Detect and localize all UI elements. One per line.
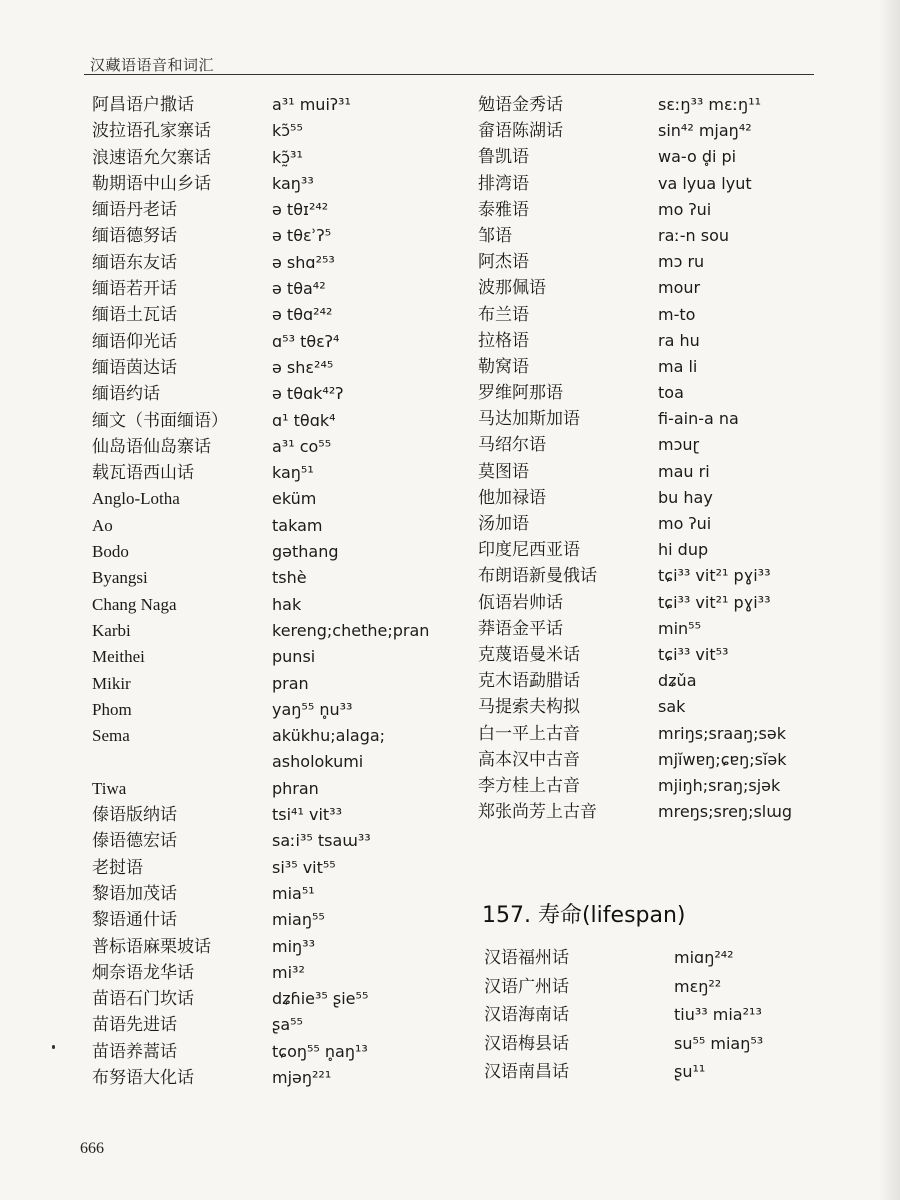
- list-item: [478, 92, 818, 118]
- language-name: 阿昌语户撒话: [92, 95, 194, 114]
- word-form: ʂu¹¹: [674, 1062, 706, 1081]
- word-form: yaŋ⁵⁵ n̥u³³: [272, 699, 353, 719]
- word-form: takam: [272, 515, 323, 535]
- list-item: [478, 537, 818, 563]
- list-item: [92, 408, 462, 434]
- word-form: fi-ain-a na: [658, 409, 739, 429]
- list-item: [478, 616, 818, 642]
- list-item: [478, 721, 818, 747]
- list-item: [92, 1039, 462, 1065]
- language-name: 傣语版纳话: [92, 805, 177, 825]
- word-form: mau ri: [658, 461, 710, 481]
- list-item: [92, 197, 462, 223]
- language-name: 克木语勐腊话: [478, 671, 580, 691]
- language-name: 邹语: [478, 225, 512, 245]
- list-item: [92, 907, 462, 933]
- word-form: miaŋ⁵⁵: [272, 910, 325, 930]
- list-item: [478, 590, 818, 616]
- list-item: [484, 1030, 814, 1059]
- language-name: 勉语金秀话: [478, 95, 563, 114]
- left-column: [92, 92, 462, 1091]
- word-form: a³¹ muiʔ³¹: [272, 95, 351, 114]
- word-form: ə tθɛʾʔ⁵: [272, 226, 332, 246]
- language-name: 炯奈语龙华话: [92, 962, 194, 982]
- word-form: punsi: [272, 647, 316, 667]
- word-form: mia⁵¹: [272, 883, 315, 903]
- list-item: [484, 973, 814, 1002]
- word-form: mriŋs;sraaŋ;sək: [658, 723, 786, 743]
- language-name: 黎语加茂话: [92, 883, 177, 903]
- language-name: 勒窝语: [478, 356, 529, 376]
- list-item: [478, 459, 818, 485]
- list-item: [478, 694, 818, 720]
- list-item: [92, 355, 462, 381]
- word-form: mi³²: [272, 962, 305, 982]
- word-form: sak: [658, 697, 686, 717]
- word-form: ʂa⁵⁵: [272, 1015, 303, 1035]
- list-item: [92, 145, 462, 171]
- language-name: 苗语石门坎话: [92, 989, 194, 1009]
- word-form: kaŋ⁵¹: [272, 463, 314, 483]
- language-name: 鲁凯语: [478, 147, 529, 167]
- word-form: kɔ̃⁵⁵: [272, 121, 303, 141]
- list-item: [478, 563, 818, 589]
- word-form: dʑǔa: [658, 671, 697, 691]
- language-name: 克蔑语曼米话: [478, 644, 580, 664]
- language-name: 莽语金平话: [478, 618, 563, 638]
- language-name: 仙岛语仙岛寨话: [92, 436, 211, 456]
- word-form: va lyua lyut: [658, 173, 752, 193]
- word-form: saːi³⁵ tsaɯ³³: [272, 831, 371, 851]
- list-item: [484, 944, 814, 973]
- word-form: ə tθa⁴²: [272, 279, 326, 299]
- word-form: hak: [272, 594, 302, 614]
- language-name: 缅语约话: [92, 384, 160, 404]
- word-form: mo ʔui: [658, 199, 712, 219]
- language-name: 缅语若开话: [92, 279, 177, 299]
- list-item: [92, 250, 462, 276]
- list-item: [478, 171, 818, 197]
- language-name: 黎语通什话: [92, 910, 177, 930]
- language-name: 缅语茵达话: [92, 357, 177, 377]
- language-name: 马绍尔语: [478, 435, 546, 455]
- list-item: [92, 749, 462, 775]
- list-item: [92, 1065, 462, 1091]
- language-name: 普标语麻栗坡话: [92, 936, 211, 956]
- word-form: raː-n sou: [658, 225, 730, 245]
- list-item: [92, 92, 462, 118]
- list-item: [478, 249, 818, 275]
- list-item: [92, 513, 462, 539]
- word-form: eküm: [272, 489, 317, 509]
- word-form: mour: [658, 278, 701, 298]
- word-form: wa-o d̥i pi: [658, 147, 737, 167]
- list-item: [92, 855, 462, 881]
- section-entries: [484, 944, 814, 1087]
- word-form: kaŋ³³: [272, 173, 314, 193]
- list-item: [92, 723, 462, 749]
- list-item: [92, 802, 462, 828]
- language-name: 汉语福州话: [484, 948, 569, 967]
- language-name: 佤语岩帅话: [478, 592, 563, 612]
- list-item: [478, 223, 818, 249]
- word-form: mɔuɽ: [658, 435, 700, 455]
- language-name: Anglo-Lotha: [92, 489, 180, 509]
- language-name: 高本汉中古音: [478, 749, 580, 769]
- list-item: [92, 881, 462, 907]
- list-item: [478, 118, 818, 144]
- language-name: 白一平上古音: [478, 723, 580, 743]
- language-name: 汉语南昌话: [484, 1062, 569, 1081]
- word-form: su⁵⁵ miaŋ⁵³: [674, 1033, 764, 1053]
- language-name: 波那佩语: [478, 278, 546, 298]
- list-item: [478, 642, 818, 668]
- list-item: [92, 118, 462, 144]
- word-form: sɛːŋ³³ mɛːŋ¹¹: [658, 95, 762, 114]
- header-title: 汉藏语语音和词汇: [90, 58, 215, 74]
- list-item: [478, 511, 818, 537]
- language-name: Mikir: [92, 673, 131, 693]
- list-item: [478, 747, 818, 773]
- list-item: [92, 697, 462, 723]
- list-item: [92, 1012, 462, 1038]
- list-item: [478, 799, 818, 825]
- word-form: tsi⁴¹ vit³³: [272, 805, 342, 825]
- language-name: 印度尼西亚语: [478, 540, 580, 560]
- list-item: [92, 986, 462, 1012]
- language-name: 缅语土瓦话: [92, 305, 177, 325]
- section-heading: 157. 寿命(lifespan): [482, 903, 686, 928]
- list-item: [92, 486, 462, 512]
- language-name: 汉语广州话: [484, 976, 569, 996]
- list-item: [478, 144, 818, 170]
- language-name: 他加禄语: [478, 487, 546, 507]
- language-name: 莫图语: [478, 461, 529, 481]
- word-form: ma li: [658, 356, 698, 376]
- word-form: mɔ ru: [658, 252, 705, 272]
- page-edge-shadow: [878, 0, 900, 1200]
- header-rule: [84, 74, 814, 75]
- word-form: ə shɛ²⁴⁵: [272, 357, 334, 377]
- language-name: 郑张尚芳上古音: [478, 802, 597, 822]
- language-name: 布朗语新曼俄话: [478, 566, 597, 586]
- list-item: [478, 354, 818, 380]
- word-form: miŋ³³: [272, 936, 315, 956]
- word-form: miɑŋ²⁴²: [674, 948, 734, 967]
- language-name: 勒期语中山乡话: [92, 173, 211, 193]
- language-name: 排湾语: [478, 173, 529, 193]
- list-item: [92, 171, 462, 197]
- language-name: Chang Naga: [92, 594, 177, 614]
- list-item: [92, 460, 462, 486]
- language-name: 缅文（书面缅语）: [92, 410, 228, 430]
- word-form: min⁵⁵: [658, 618, 701, 638]
- language-name: Bodo: [92, 542, 129, 562]
- word-form: toa: [658, 383, 684, 403]
- language-name: 汉语梅县话: [484, 1033, 569, 1053]
- word-form: asholokumi: [272, 752, 364, 772]
- word-form: phran: [272, 778, 319, 798]
- language-name: 苗语养蒿话: [92, 1041, 177, 1061]
- word-form: tshè: [272, 568, 307, 588]
- language-name: 阿杰语: [478, 252, 529, 272]
- word-form: mjiŋh;sraŋ;sjək: [658, 775, 781, 795]
- list-item: [478, 380, 818, 406]
- word-form: mjĭwɐŋ;ɕɐŋ;sĭək: [658, 749, 787, 769]
- language-name: 汤加语: [478, 514, 529, 533]
- list-item: [92, 276, 462, 302]
- word-form: tɕoŋ⁵⁵ n̥aŋ¹³: [272, 1041, 368, 1061]
- list-item: [92, 618, 462, 644]
- word-form: hi dup: [658, 540, 709, 560]
- word-form: mreŋs;sreŋ;slɯg: [658, 802, 792, 822]
- language-name: 拉格语: [478, 330, 529, 350]
- language-name: 畲语陈湖话: [478, 121, 563, 141]
- list-item: [92, 539, 462, 565]
- running-header: [84, 50, 814, 76]
- list-item: [92, 934, 462, 960]
- language-name: 载瓦语西山话: [92, 463, 194, 483]
- word-form: ə shɑ²⁵³: [272, 252, 335, 272]
- list-item: [478, 485, 818, 511]
- word-form: pran: [272, 673, 309, 693]
- word-form: kereng;chethe;pran: [272, 620, 430, 640]
- word-form: sin⁴² mjaŋ⁴²: [658, 121, 752, 141]
- language-name: 马达加斯加语: [478, 409, 580, 429]
- list-item: [92, 434, 462, 460]
- language-name: Byangsi: [92, 568, 148, 588]
- list-item: [92, 302, 462, 328]
- language-name: Ao: [92, 515, 113, 535]
- language-name: 缅语德努话: [92, 226, 177, 246]
- language-name: 李方桂上古音: [478, 775, 580, 795]
- language-name: Tiwa: [92, 778, 127, 798]
- list-item: [484, 1001, 814, 1030]
- list-item: [478, 406, 818, 432]
- right-column: [478, 92, 818, 825]
- language-name: 苗语先进话: [92, 1015, 177, 1035]
- word-form: mo ʔui: [658, 514, 712, 533]
- list-item: [92, 565, 462, 591]
- language-name: 汉语海南话: [484, 1005, 569, 1024]
- word-form: ɑ⁵³ tθɛʔ⁴: [272, 331, 340, 351]
- list-item: [92, 644, 462, 670]
- language-name: 浪速语允欠寨话: [92, 147, 211, 167]
- ink-speck: [52, 1045, 55, 1049]
- language-name: 老挝语: [92, 857, 143, 877]
- word-form: mɛŋ²²: [674, 976, 722, 996]
- word-form: ə tθɪ²⁴²: [272, 200, 329, 220]
- page-number: 666: [80, 1140, 104, 1157]
- word-form: ɑ¹ tθɑk⁴: [272, 410, 336, 430]
- list-item: [478, 275, 818, 301]
- language-name: 罗维阿那语: [478, 383, 563, 403]
- word-form: m-to: [658, 304, 696, 324]
- language-name: 马提索夫构拟: [478, 697, 580, 717]
- word-form: a³¹ co⁵⁵: [272, 436, 332, 456]
- list-item: [478, 432, 818, 458]
- word-form: tɕi³³ vit⁵³: [658, 644, 729, 664]
- word-form: akükhu;alaga;: [272, 726, 386, 746]
- language-name: 缅语仰光话: [92, 331, 177, 351]
- language-name: 布兰语: [478, 304, 529, 324]
- word-form: ə tθɑk⁴²ʔ: [272, 384, 344, 404]
- list-item: [92, 671, 462, 697]
- list-item: [92, 828, 462, 854]
- list-item: [478, 328, 818, 354]
- word-form: tiu³³ mia²¹³: [674, 1005, 762, 1024]
- word-form: gəthang: [272, 542, 339, 562]
- list-item: [92, 592, 462, 618]
- language-name: 泰雅语: [478, 199, 529, 219]
- language-name: 傣语德宏话: [92, 831, 177, 851]
- list-item: [478, 773, 818, 799]
- language-name: Phom: [92, 699, 132, 719]
- list-item: [92, 223, 462, 249]
- language-name: Sema: [92, 726, 130, 746]
- word-form: mjəŋ²²¹: [272, 1067, 332, 1087]
- language-name: Meithei: [92, 647, 145, 667]
- word-form: tɕi³³ vit²¹ pɣi³³: [658, 566, 771, 586]
- word-form: kɔ̰̃³¹: [272, 147, 303, 167]
- word-form: dʑɦie³⁵ ʂie⁵⁵: [272, 989, 369, 1009]
- list-item: [478, 302, 818, 328]
- list-item: [92, 329, 462, 355]
- language-name: 布努语大化话: [92, 1067, 194, 1087]
- language-name: 缅语丹老话: [92, 200, 177, 220]
- list-item: [92, 776, 462, 802]
- list-item: [92, 960, 462, 986]
- list-item: [478, 197, 818, 223]
- language-name: 缅语东友话: [92, 252, 177, 272]
- word-form: ə tθɑ²⁴²: [272, 305, 333, 325]
- list-item: [92, 381, 462, 407]
- word-form: ra hu: [658, 330, 700, 350]
- list-item: [478, 668, 818, 694]
- word-form: tɕi³³ vit²¹ pɣi³³: [658, 592, 771, 612]
- list-item: [484, 1058, 814, 1087]
- word-form: si³⁵ vit⁵⁵: [272, 857, 336, 877]
- word-form: bu hay: [658, 487, 713, 507]
- language-name: Karbi: [92, 620, 131, 640]
- language-name: 波拉语孔家寨话: [92, 121, 211, 141]
